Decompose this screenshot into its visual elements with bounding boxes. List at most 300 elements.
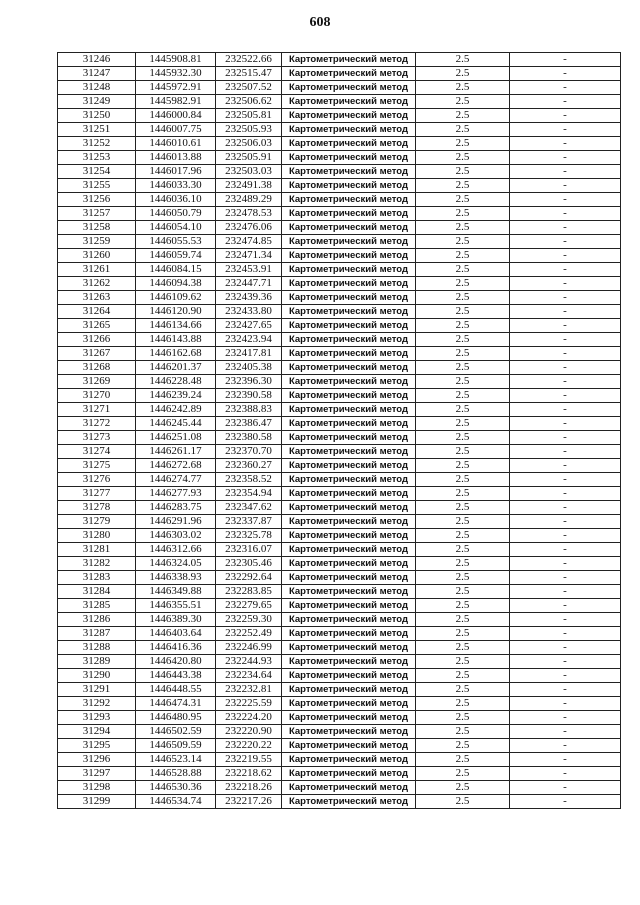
point-number-cell: 31254	[58, 165, 136, 179]
note-cell: -	[510, 95, 621, 109]
note-cell: -	[510, 123, 621, 137]
note-cell: -	[510, 725, 621, 739]
table-row	[58, 487, 621, 501]
y-coordinate-cell: 232225.59	[216, 697, 282, 711]
accuracy-cell: 2.5	[416, 515, 510, 529]
accuracy-cell: 2.5	[416, 487, 510, 501]
method-cell: Картометрический метод	[282, 333, 416, 347]
point-number-cell: 31265	[58, 319, 136, 333]
y-coordinate-cell: 232246.99	[216, 641, 282, 655]
note-cell: -	[510, 221, 621, 235]
point-number-cell: 31256	[58, 193, 136, 207]
accuracy-cell: 2.5	[416, 53, 510, 67]
y-coordinate-cell: 232360.27	[216, 459, 282, 473]
note-cell: -	[510, 627, 621, 641]
point-number-cell: 31290	[58, 669, 136, 683]
method-cell: Картометрический метод	[282, 375, 416, 389]
accuracy-cell: 2.5	[416, 739, 510, 753]
table-row	[58, 711, 621, 725]
note-cell: -	[510, 487, 621, 501]
point-number-cell: 31268	[58, 361, 136, 375]
note-cell: -	[510, 389, 621, 403]
note-cell: -	[510, 67, 621, 81]
table-row	[58, 53, 621, 67]
table-row	[58, 445, 621, 459]
x-coordinate-cell: 1446443.38	[136, 669, 216, 683]
y-coordinate-cell: 232474.85	[216, 235, 282, 249]
method-cell: Картометрический метод	[282, 473, 416, 487]
point-number-cell: 31294	[58, 725, 136, 739]
table-row	[58, 291, 621, 305]
accuracy-cell: 2.5	[416, 781, 510, 795]
method-cell: Картометрический метод	[282, 81, 416, 95]
accuracy-cell: 2.5	[416, 193, 510, 207]
y-coordinate-cell: 232505.93	[216, 123, 282, 137]
method-cell: Картометрический метод	[282, 543, 416, 557]
table-row	[58, 431, 621, 445]
y-coordinate-cell: 232505.91	[216, 151, 282, 165]
table-row	[58, 109, 621, 123]
method-cell: Картометрический метод	[282, 459, 416, 473]
point-number-cell: 31270	[58, 389, 136, 403]
method-cell: Картометрический метод	[282, 109, 416, 123]
y-coordinate-cell: 232447.71	[216, 277, 282, 291]
point-number-cell: 31278	[58, 501, 136, 515]
method-cell: Картометрический метод	[282, 151, 416, 165]
accuracy-cell: 2.5	[416, 95, 510, 109]
x-coordinate-cell: 1446416.36	[136, 641, 216, 655]
x-coordinate-cell: 1445972.91	[136, 81, 216, 95]
y-coordinate-cell: 232354.94	[216, 487, 282, 501]
accuracy-cell: 2.5	[416, 221, 510, 235]
point-number-cell: 31248	[58, 81, 136, 95]
accuracy-cell: 2.5	[416, 473, 510, 487]
accuracy-cell: 2.5	[416, 529, 510, 543]
method-cell: Картометрический метод	[282, 235, 416, 249]
table-row	[58, 361, 621, 375]
accuracy-cell: 2.5	[416, 585, 510, 599]
accuracy-cell: 2.5	[416, 81, 510, 95]
accuracy-cell: 2.5	[416, 361, 510, 375]
accuracy-cell: 2.5	[416, 599, 510, 613]
point-number-cell: 31257	[58, 207, 136, 221]
x-coordinate-cell: 1446017.96	[136, 165, 216, 179]
accuracy-cell: 2.5	[416, 767, 510, 781]
accuracy-cell: 2.5	[416, 669, 510, 683]
method-cell: Картометрический метод	[282, 487, 416, 501]
accuracy-cell: 2.5	[416, 543, 510, 557]
x-coordinate-cell: 1446143.88	[136, 333, 216, 347]
table-row	[58, 501, 621, 515]
x-coordinate-cell: 1446050.79	[136, 207, 216, 221]
table-row	[58, 123, 621, 137]
note-cell: -	[510, 585, 621, 599]
note-cell: -	[510, 781, 621, 795]
note-cell: -	[510, 739, 621, 753]
note-cell: -	[510, 543, 621, 557]
point-number-cell: 31252	[58, 137, 136, 151]
y-coordinate-cell: 232244.93	[216, 655, 282, 669]
method-cell: Картометрический метод	[282, 697, 416, 711]
point-number-cell: 31280	[58, 529, 136, 543]
point-number-cell: 31264	[58, 305, 136, 319]
point-number-cell: 31272	[58, 417, 136, 431]
accuracy-cell: 2.5	[416, 711, 510, 725]
x-coordinate-cell: 1445908.81	[136, 53, 216, 67]
y-coordinate-cell: 232476.06	[216, 221, 282, 235]
note-cell: -	[510, 613, 621, 627]
point-number-cell: 31261	[58, 263, 136, 277]
table-row	[58, 669, 621, 683]
note-cell: -	[510, 459, 621, 473]
y-coordinate-cell: 232224.20	[216, 711, 282, 725]
note-cell: -	[510, 179, 621, 193]
point-number-cell: 31298	[58, 781, 136, 795]
accuracy-cell: 2.5	[416, 683, 510, 697]
x-coordinate-cell: 1446283.75	[136, 501, 216, 515]
note-cell: -	[510, 249, 621, 263]
table-row	[58, 347, 621, 361]
note-cell: -	[510, 501, 621, 515]
point-number-cell: 31273	[58, 431, 136, 445]
y-coordinate-cell: 232388.83	[216, 403, 282, 417]
table-row	[58, 781, 621, 795]
method-cell: Картометрический метод	[282, 221, 416, 235]
table-row	[58, 683, 621, 697]
note-cell: -	[510, 445, 621, 459]
y-coordinate-cell: 232427.65	[216, 319, 282, 333]
accuracy-cell: 2.5	[416, 109, 510, 123]
table-row	[58, 767, 621, 781]
table-row	[58, 725, 621, 739]
x-coordinate-cell: 1446303.02	[136, 529, 216, 543]
point-number-cell: 31279	[58, 515, 136, 529]
x-coordinate-cell: 1446036.10	[136, 193, 216, 207]
accuracy-cell: 2.5	[416, 725, 510, 739]
accuracy-cell: 2.5	[416, 613, 510, 627]
method-cell: Картометрический метод	[282, 585, 416, 599]
accuracy-cell: 2.5	[416, 403, 510, 417]
note-cell: -	[510, 333, 621, 347]
accuracy-cell: 2.5	[416, 165, 510, 179]
note-cell: -	[510, 277, 621, 291]
x-coordinate-cell: 1446349.88	[136, 585, 216, 599]
point-number-cell: 31251	[58, 123, 136, 137]
accuracy-cell: 2.5	[416, 795, 510, 809]
y-coordinate-cell: 232252.49	[216, 627, 282, 641]
y-coordinate-cell: 232316.07	[216, 543, 282, 557]
x-coordinate-cell: 1446274.77	[136, 473, 216, 487]
point-number-cell: 31287	[58, 627, 136, 641]
table-row	[58, 207, 621, 221]
x-coordinate-cell: 1446242.89	[136, 403, 216, 417]
accuracy-cell: 2.5	[416, 305, 510, 319]
method-cell: Картометрический метод	[282, 389, 416, 403]
accuracy-cell: 2.5	[416, 347, 510, 361]
note-cell: -	[510, 207, 621, 221]
y-coordinate-cell: 232505.81	[216, 109, 282, 123]
method-cell: Картометрический метод	[282, 753, 416, 767]
x-coordinate-cell: 1446007.75	[136, 123, 216, 137]
point-number-cell: 31292	[58, 697, 136, 711]
table-row	[58, 585, 621, 599]
point-number-cell: 31262	[58, 277, 136, 291]
y-coordinate-cell: 232417.81	[216, 347, 282, 361]
x-coordinate-cell: 1446291.96	[136, 515, 216, 529]
y-coordinate-cell: 232358.52	[216, 473, 282, 487]
point-number-cell: 31281	[58, 543, 136, 557]
table-row	[58, 389, 621, 403]
y-coordinate-cell: 232325.78	[216, 529, 282, 543]
x-coordinate-cell: 1446094.38	[136, 277, 216, 291]
x-coordinate-cell: 1446000.84	[136, 109, 216, 123]
table-row	[58, 529, 621, 543]
accuracy-cell: 2.5	[416, 459, 510, 473]
note-cell: -	[510, 109, 621, 123]
note-cell: -	[510, 473, 621, 487]
x-coordinate-cell: 1446033.30	[136, 179, 216, 193]
x-coordinate-cell: 1446312.66	[136, 543, 216, 557]
method-cell: Картометрический метод	[282, 95, 416, 109]
note-cell: -	[510, 515, 621, 529]
accuracy-cell: 2.5	[416, 627, 510, 641]
method-cell: Картометрический метод	[282, 599, 416, 613]
accuracy-cell: 2.5	[416, 137, 510, 151]
y-coordinate-cell: 232489.29	[216, 193, 282, 207]
accuracy-cell: 2.5	[416, 375, 510, 389]
y-coordinate-cell: 232507.52	[216, 81, 282, 95]
method-cell: Картометрический метод	[282, 67, 416, 81]
method-cell: Картометрический метод	[282, 403, 416, 417]
point-number-cell: 31258	[58, 221, 136, 235]
x-coordinate-cell: 1446480.95	[136, 711, 216, 725]
y-coordinate-cell: 232423.94	[216, 333, 282, 347]
x-coordinate-cell: 1445932.30	[136, 67, 216, 81]
point-number-cell: 31291	[58, 683, 136, 697]
x-coordinate-cell: 1446338.93	[136, 571, 216, 585]
note-cell: -	[510, 711, 621, 725]
note-cell: -	[510, 697, 621, 711]
point-number-cell: 31297	[58, 767, 136, 781]
x-coordinate-cell: 1446272.68	[136, 459, 216, 473]
method-cell: Картометрический метод	[282, 711, 416, 725]
table-row	[58, 165, 621, 179]
method-cell: Картометрический метод	[282, 319, 416, 333]
accuracy-cell: 2.5	[416, 291, 510, 305]
method-cell: Картометрический метод	[282, 137, 416, 151]
point-number-cell: 31275	[58, 459, 136, 473]
y-coordinate-cell: 232347.62	[216, 501, 282, 515]
page-number: 608	[309, 15, 331, 30]
method-cell: Картометрический метод	[282, 683, 416, 697]
note-cell: -	[510, 305, 621, 319]
note-cell: -	[510, 81, 621, 95]
x-coordinate-cell: 1446261.17	[136, 445, 216, 459]
table-row	[58, 613, 621, 627]
y-coordinate-cell: 232405.38	[216, 361, 282, 375]
point-number-cell: 31274	[58, 445, 136, 459]
y-coordinate-cell: 232232.81	[216, 683, 282, 697]
x-coordinate-cell: 1446162.68	[136, 347, 216, 361]
accuracy-cell: 2.5	[416, 655, 510, 669]
table-row	[58, 599, 621, 613]
x-coordinate-cell: 1446355.51	[136, 599, 216, 613]
point-number-cell: 31255	[58, 179, 136, 193]
table-row	[58, 417, 621, 431]
x-coordinate-cell: 1446277.93	[136, 487, 216, 501]
method-cell: Картометрический метод	[282, 179, 416, 193]
method-cell: Картометрический метод	[282, 641, 416, 655]
y-coordinate-cell: 232279.65	[216, 599, 282, 613]
note-cell: -	[510, 641, 621, 655]
y-coordinate-cell: 232337.87	[216, 515, 282, 529]
x-coordinate-cell: 1446245.44	[136, 417, 216, 431]
note-cell: -	[510, 599, 621, 613]
point-number-cell: 31296	[58, 753, 136, 767]
x-coordinate-cell: 1446201.37	[136, 361, 216, 375]
note-cell: -	[510, 319, 621, 333]
y-coordinate-cell: 232453.91	[216, 263, 282, 277]
accuracy-cell: 2.5	[416, 389, 510, 403]
point-number-cell: 31246	[58, 53, 136, 67]
note-cell: -	[510, 669, 621, 683]
x-coordinate-cell: 1446059.74	[136, 249, 216, 263]
point-number-cell: 31263	[58, 291, 136, 305]
table-row	[58, 515, 621, 529]
x-coordinate-cell: 1446403.64	[136, 627, 216, 641]
note-cell: -	[510, 361, 621, 375]
method-cell: Картометрический метод	[282, 529, 416, 543]
table-row	[58, 249, 621, 263]
table-row	[58, 473, 621, 487]
note-cell: -	[510, 263, 621, 277]
note-cell: -	[510, 137, 621, 151]
note-cell: -	[510, 431, 621, 445]
note-cell: -	[510, 165, 621, 179]
method-cell: Картометрический метод	[282, 613, 416, 627]
method-cell: Картометрический метод	[282, 655, 416, 669]
x-coordinate-cell: 1446013.88	[136, 151, 216, 165]
x-coordinate-cell: 1446534.74	[136, 795, 216, 809]
note-cell: -	[510, 767, 621, 781]
y-coordinate-cell: 232506.62	[216, 95, 282, 109]
accuracy-cell: 2.5	[416, 333, 510, 347]
note-cell: -	[510, 795, 621, 809]
y-coordinate-cell: 232220.90	[216, 725, 282, 739]
method-cell: Картометрический метод	[282, 361, 416, 375]
accuracy-cell: 2.5	[416, 151, 510, 165]
method-cell: Картометрический метод	[282, 305, 416, 319]
table-row	[58, 459, 621, 473]
accuracy-cell: 2.5	[416, 249, 510, 263]
note-cell: -	[510, 347, 621, 361]
x-coordinate-cell: 1446448.55	[136, 683, 216, 697]
point-number-cell: 31259	[58, 235, 136, 249]
accuracy-cell: 2.5	[416, 123, 510, 137]
accuracy-cell: 2.5	[416, 235, 510, 249]
x-coordinate-cell: 1446474.31	[136, 697, 216, 711]
y-coordinate-cell: 232292.64	[216, 571, 282, 585]
table-row	[58, 179, 621, 193]
method-cell: Картометрический метод	[282, 795, 416, 809]
table-row	[58, 67, 621, 81]
table-row	[58, 739, 621, 753]
x-coordinate-cell: 1446530.36	[136, 781, 216, 795]
accuracy-cell: 2.5	[416, 179, 510, 193]
note-cell: -	[510, 557, 621, 571]
method-cell: Картометрический метод	[282, 277, 416, 291]
x-coordinate-cell: 1446054.10	[136, 221, 216, 235]
y-coordinate-cell: 232503.03	[216, 165, 282, 179]
x-coordinate-cell: 1446228.48	[136, 375, 216, 389]
x-coordinate-cell: 1446389.30	[136, 613, 216, 627]
note-cell: -	[510, 655, 621, 669]
method-cell: Картометрический метод	[282, 557, 416, 571]
x-coordinate-cell: 1446010.61	[136, 137, 216, 151]
note-cell: -	[510, 151, 621, 165]
point-number-cell: 31288	[58, 641, 136, 655]
y-coordinate-cell: 232219.55	[216, 753, 282, 767]
y-coordinate-cell: 232491.38	[216, 179, 282, 193]
y-coordinate-cell: 232471.34	[216, 249, 282, 263]
y-coordinate-cell: 232283.85	[216, 585, 282, 599]
table-row	[58, 263, 621, 277]
note-cell: -	[510, 291, 621, 305]
y-coordinate-cell: 232390.58	[216, 389, 282, 403]
accuracy-cell: 2.5	[416, 697, 510, 711]
method-cell: Картометрический метод	[282, 571, 416, 585]
accuracy-cell: 2.5	[416, 571, 510, 585]
x-coordinate-cell: 1446055.53	[136, 235, 216, 249]
table-row	[58, 655, 621, 669]
accuracy-cell: 2.5	[416, 431, 510, 445]
note-cell: -	[510, 375, 621, 389]
method-cell: Картометрический метод	[282, 249, 416, 263]
method-cell: Картометрический метод	[282, 669, 416, 683]
accuracy-cell: 2.5	[416, 207, 510, 221]
point-number-cell: 31267	[58, 347, 136, 361]
method-cell: Картометрический метод	[282, 347, 416, 361]
y-coordinate-cell: 232220.22	[216, 739, 282, 753]
accuracy-cell: 2.5	[416, 277, 510, 291]
y-coordinate-cell: 232234.64	[216, 669, 282, 683]
x-coordinate-cell: 1446420.80	[136, 655, 216, 669]
x-coordinate-cell: 1446134.66	[136, 319, 216, 333]
y-coordinate-cell: 232305.46	[216, 557, 282, 571]
note-cell: -	[510, 53, 621, 67]
table-row	[58, 235, 621, 249]
note-cell: -	[510, 403, 621, 417]
accuracy-cell: 2.5	[416, 501, 510, 515]
accuracy-cell: 2.5	[416, 641, 510, 655]
y-coordinate-cell: 232217.26	[216, 795, 282, 809]
table-row	[58, 193, 621, 207]
method-cell: Картометрический метод	[282, 291, 416, 305]
x-coordinate-cell: 1446109.62	[136, 291, 216, 305]
table-row	[58, 795, 621, 809]
point-number-cell: 31276	[58, 473, 136, 487]
point-number-cell: 31247	[58, 67, 136, 81]
accuracy-cell: 2.5	[416, 417, 510, 431]
point-number-cell: 31253	[58, 151, 136, 165]
x-coordinate-cell: 1446324.05	[136, 557, 216, 571]
table-row	[58, 221, 621, 235]
y-coordinate-cell: 232218.26	[216, 781, 282, 795]
note-cell: -	[510, 753, 621, 767]
table-row	[58, 557, 621, 571]
point-number-cell: 31269	[58, 375, 136, 389]
point-number-cell: 31299	[58, 795, 136, 809]
